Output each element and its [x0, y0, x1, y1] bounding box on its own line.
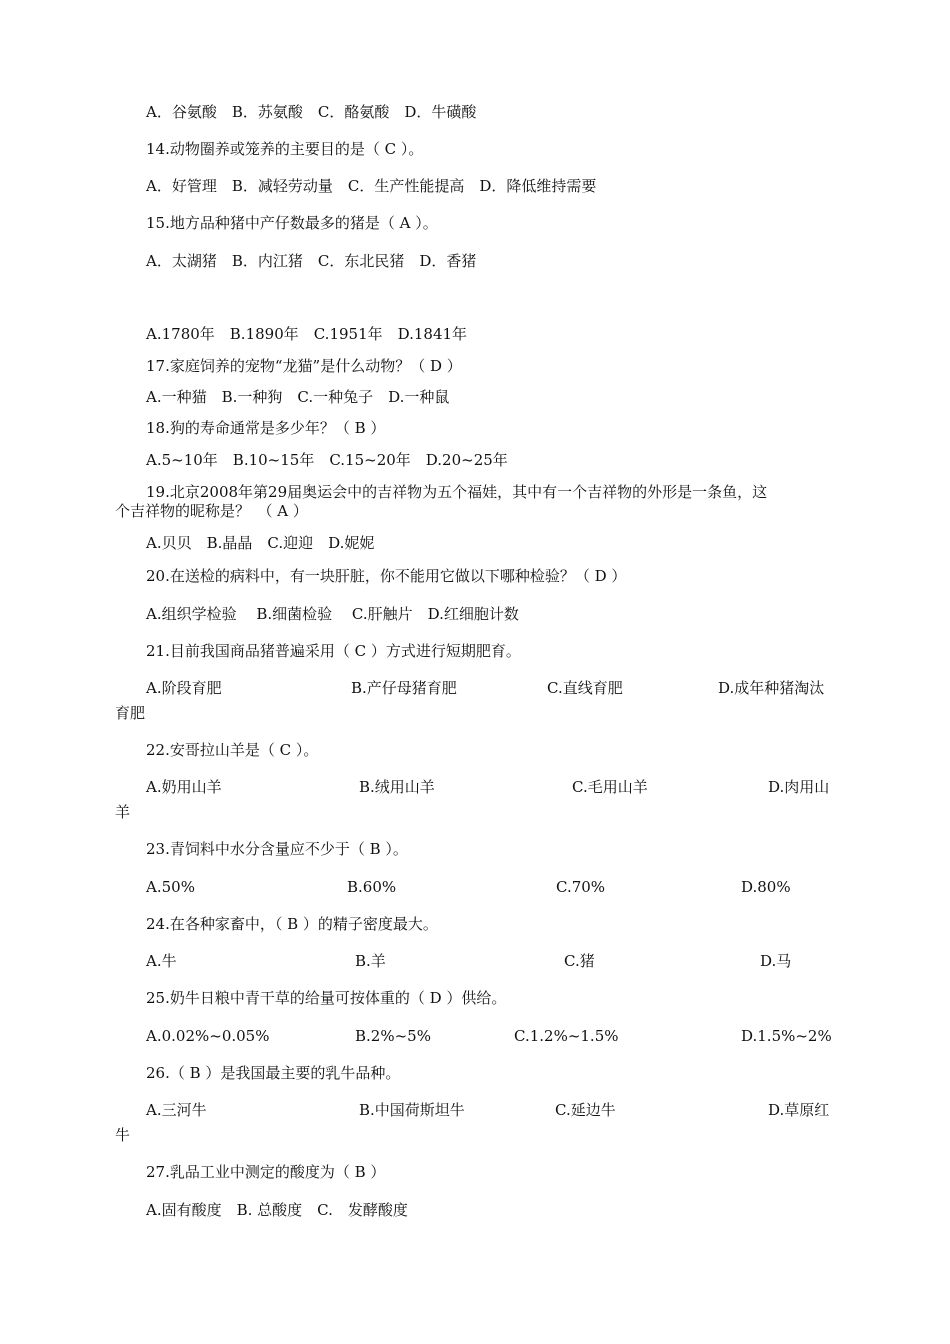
option-a: A.牛: [146, 952, 177, 970]
option-b: B.中国荷斯坦牛: [359, 1101, 465, 1119]
q18-options: A.5~10年 B.10~15年 C.15~20年 D.20~25年: [146, 451, 508, 469]
q17-options: A.一种猫 B.一种狗 C.一种兔子 D.一种鼠: [146, 388, 450, 406]
option-b: B.羊: [355, 952, 386, 970]
option-d-wrap: 育肥: [115, 704, 146, 722]
option-a: A.0.02%~0.05%: [146, 1027, 270, 1045]
q27-question: 27.乳品工业中测定的酸度为（ B ）: [146, 1163, 386, 1181]
option-d: D.1.5%~2%: [741, 1027, 832, 1045]
option-c: C.70%: [556, 878, 606, 896]
option-b: B.产仔母猪育肥: [351, 679, 457, 697]
option-d: D.80%: [741, 878, 791, 896]
option-a: A.阶段育肥: [146, 679, 222, 697]
q24-question: 24.在各种家畜中，（ B ）的精子密度最大。: [146, 915, 438, 933]
option-d: D.马: [760, 952, 792, 970]
option-c: C.1.2%~1.5%: [514, 1027, 619, 1045]
option-d: D.成年种猪淘汰: [718, 679, 825, 697]
q25-question: 25.奶牛日粮中青干草的给量可按体重的（ D ）供给。: [146, 989, 507, 1007]
option-d-wrap: 牛: [115, 1126, 131, 1144]
q27-options: A.固有酸度 B. 总酸度 C. 发酵酸度: [146, 1201, 408, 1219]
q26-question: 26.（ B ）是我国最主要的乳牛品种。: [146, 1064, 401, 1082]
q20-options: A.组织学检验 B.细菌检验 C.肝触片 D.红细胞计数: [146, 605, 519, 623]
option-c: C.毛用山羊: [572, 778, 648, 796]
q14-question: 14.动物圈养或笼养的主要目的是（ C ）。: [146, 140, 424, 158]
q14-options: A．好管理 B．减轻劳动量 C．生产性能提高 D．降低维持需要: [146, 177, 597, 195]
option-a: A.奶用山羊: [146, 778, 222, 796]
option-b: B.绒用山羊: [359, 778, 435, 796]
option-d: D.草原红: [768, 1101, 830, 1119]
q15-options: A．太湖猪 B．内江猪 C．东北民猪 D．香猪: [146, 252, 477, 270]
option-d-wrap: 羊: [115, 803, 131, 821]
q19-question-line1: 19.北京2008年第29届奥运会中的吉祥物为五个福娃，其中有一个吉祥物的外形是一条鱼，这: [146, 483, 768, 501]
q23-question: 23.青饲料中水分含量应不少于（ B ）。: [146, 840, 408, 858]
q16-options: A.1780年 B.1890年 C.1951年 D.1841年: [146, 325, 468, 343]
q21-question: 21.目前我国商品猪普遍采用（ C ）方式进行短期肥育。: [146, 642, 521, 660]
option-c: C.猪: [564, 952, 595, 970]
q22-question: 22.安哥拉山羊是（ C ）。: [146, 741, 319, 759]
option-a: A.三河牛: [146, 1101, 207, 1119]
q19-question-line2: 个吉祥物的昵称是？ （ A ）: [115, 502, 308, 520]
q13-options: A．谷氨酸 B．苏氨酸 C．酪氨酸 D．牛磺酸: [146, 103, 477, 121]
option-c: C.延边牛: [555, 1101, 616, 1119]
option-c: C.直线育肥: [547, 679, 623, 697]
option-b: B.2%~5%: [355, 1027, 431, 1045]
q15-question: 15.地方品种猪中产仔数最多的猪是（ A ）。: [146, 214, 438, 232]
option-b: B.60%: [347, 878, 397, 896]
q19-options: A.贝贝 B.晶晶 C.迎迎 D.妮妮: [146, 534, 375, 552]
option-a: A.50%: [146, 878, 195, 896]
q20-question: 20.在送检的病料中，有一块肝脏，你不能用它做以下哪种检验？（ D ）: [146, 567, 627, 585]
q17-question: 17.家庭饲养的宠物“龙猫”是什么动物？（ D ）: [146, 357, 462, 375]
option-d: D.肉用山: [768, 778, 830, 796]
q18-question: 18.狗的寿命通常是多少年？（ B ）: [146, 419, 386, 437]
